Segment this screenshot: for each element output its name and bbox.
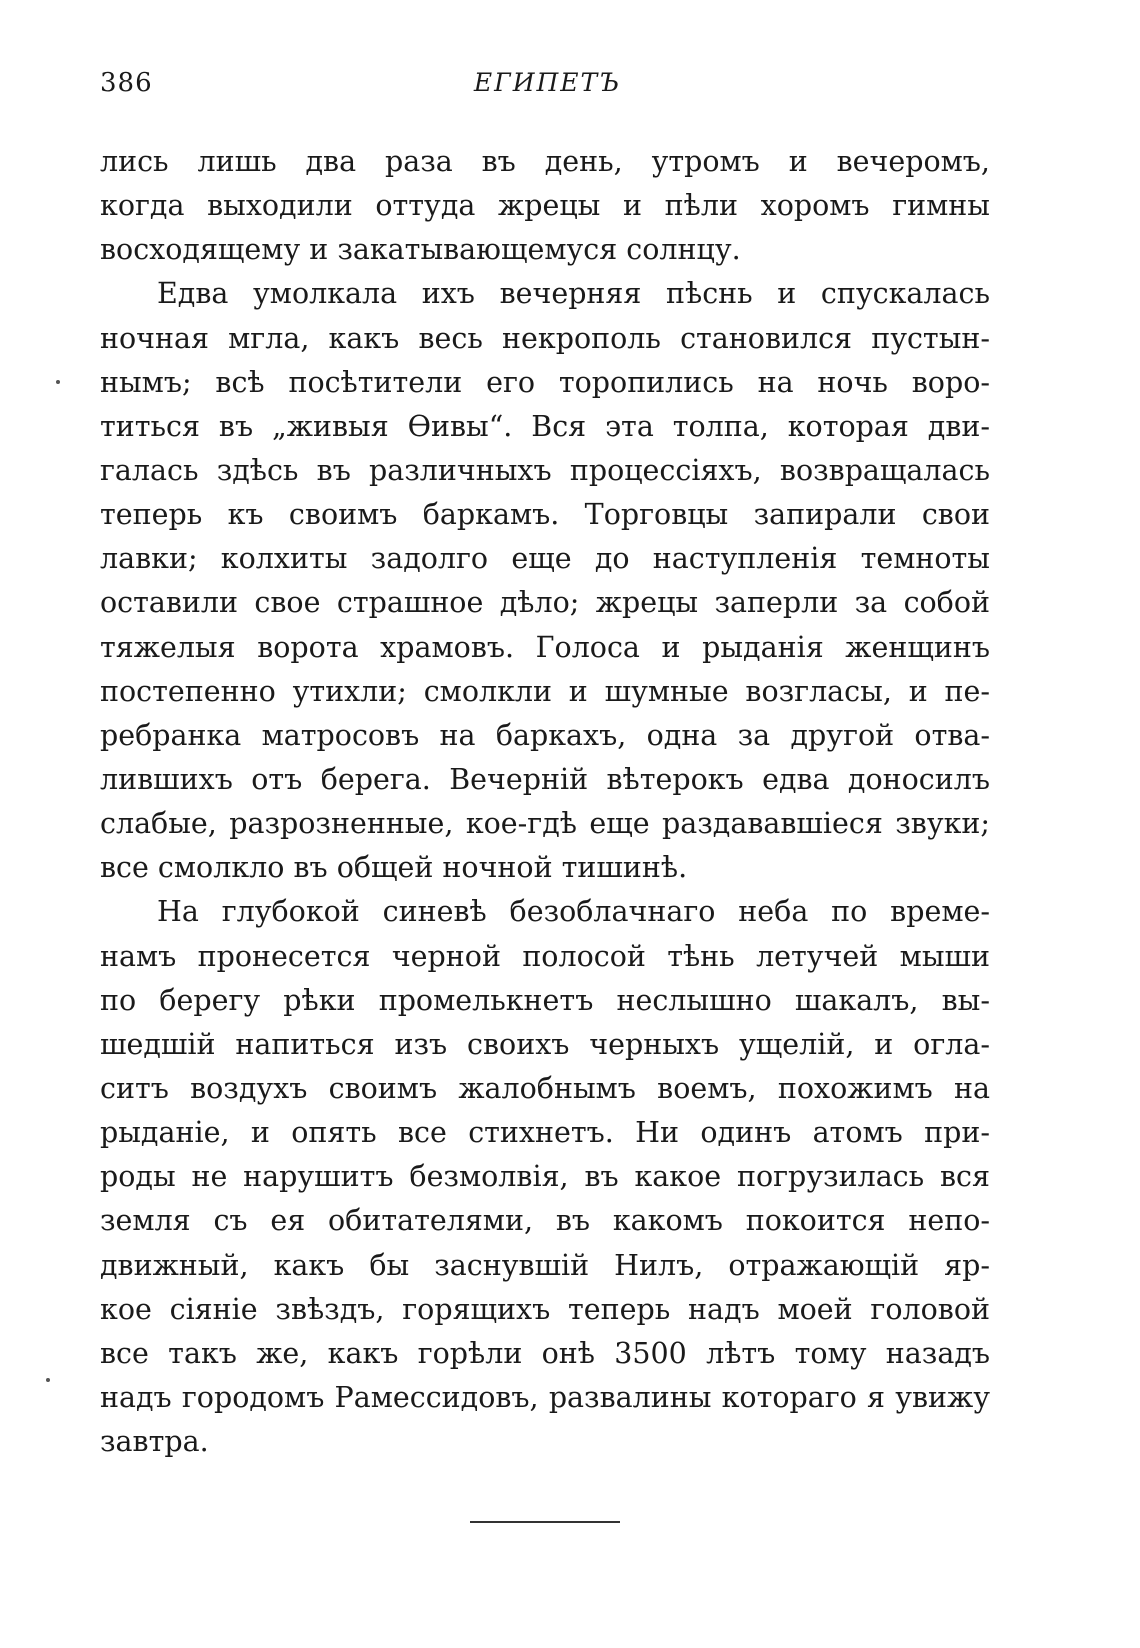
- margin-speck: [56, 380, 60, 384]
- text-line: по берегу рѣки промелькнетъ неслышно шакалъ, вы-: [100, 983, 990, 1017]
- running-title: ЕГИПЕТЪ: [473, 68, 622, 97]
- text-line: ночная мгла, какъ весь некрополь становился пустын-: [100, 321, 990, 355]
- text-line: намъ пронесется черной полосой тѣнь летучей мыши: [100, 939, 990, 973]
- body-text: [100, 140, 990, 1464]
- text-line: восходящему и закатывающемуся солнцу.: [100, 233, 741, 267]
- text-line: слабые, разрозненные, кое-гдѣ еще раздававшіеся звуки;: [100, 807, 990, 841]
- text-line: постепенно утихли; смолкли и шумные возгласы, и пе-: [100, 674, 990, 708]
- text-line: галась здѣсь въ различныхъ процессіяхъ, возвращалась: [100, 453, 990, 487]
- text-line: теперь къ своимъ баркамъ. Торговцы запирали свои: [100, 498, 990, 532]
- text-line: все смолкло въ общей ночной тишинѣ.: [100, 851, 688, 885]
- text-line: надъ городомъ Рамессидовъ, развалины котораго я увижу: [100, 1380, 990, 1414]
- paragraph: [100, 140, 990, 272]
- text-line: кое сіяніе звѣздъ, горящихъ теперь надъ моей головой: [100, 1292, 990, 1326]
- text-line: все такъ же, какъ горѣли онѣ 3500 лѣтъ тому назадъ: [100, 1336, 990, 1370]
- text-line: движный, какъ бы заснувшій Нилъ, отражающій яр-: [100, 1248, 990, 1282]
- text-line: ребранка матросовъ на баркахъ, одна за другой отва-: [100, 718, 990, 752]
- text-line: ситъ воздухъ своимъ жалобнымъ воемъ, похожимъ на: [100, 1071, 990, 1105]
- text-line: На глубокой синевѣ безоблачнаго неба по време-: [157, 895, 990, 929]
- paragraph: [100, 890, 990, 1464]
- text-line: лавки; колхиты задолго еще до наступленія темноты: [100, 542, 990, 576]
- margin-speck: [46, 1378, 50, 1382]
- running-head: [100, 68, 995, 104]
- text-line: титься въ „живыя Ѳивы“. Вся эта толпа, которая дви-: [100, 409, 990, 443]
- text-line: тяжелыя ворота храмовъ. Голоса и рыданія женщинъ: [100, 630, 990, 664]
- text-line: нымъ; всѣ посѣтители его торопились на ночь воро-: [100, 365, 990, 399]
- text-line: когда выходили оттуда жрецы и пѣли хоромъ гимны: [100, 189, 990, 223]
- paragraph: [100, 272, 990, 890]
- text-line: лись лишь два раза въ день, утромъ и вечеромъ,: [100, 145, 990, 178]
- section-separator-rule: [470, 1521, 620, 1523]
- page-number: 386: [100, 68, 153, 98]
- text-line: оставили свое страшное дѣло; жрецы заперли за собой: [100, 586, 990, 620]
- text-line: шедшій напиться изъ своихъ черныхъ ущелій, и огла-: [100, 1027, 990, 1061]
- text-line: завтра.: [100, 1425, 209, 1459]
- text-line: земля съ ея обитателями, въ какомъ покоится непо-: [100, 1204, 990, 1238]
- text-line: роды не нарушитъ безмолвія, въ какое погрузилась вся: [100, 1160, 990, 1194]
- text-line: Едва умолкала ихъ вечерняя пѣснь и спускалась: [157, 277, 990, 311]
- text-line: рыданіе, и опять все стихнетъ. Ни одинъ атомъ при-: [100, 1116, 990, 1150]
- text-line: лившихъ отъ берега. Вечерній вѣтерокъ едва доносилъ: [100, 762, 990, 796]
